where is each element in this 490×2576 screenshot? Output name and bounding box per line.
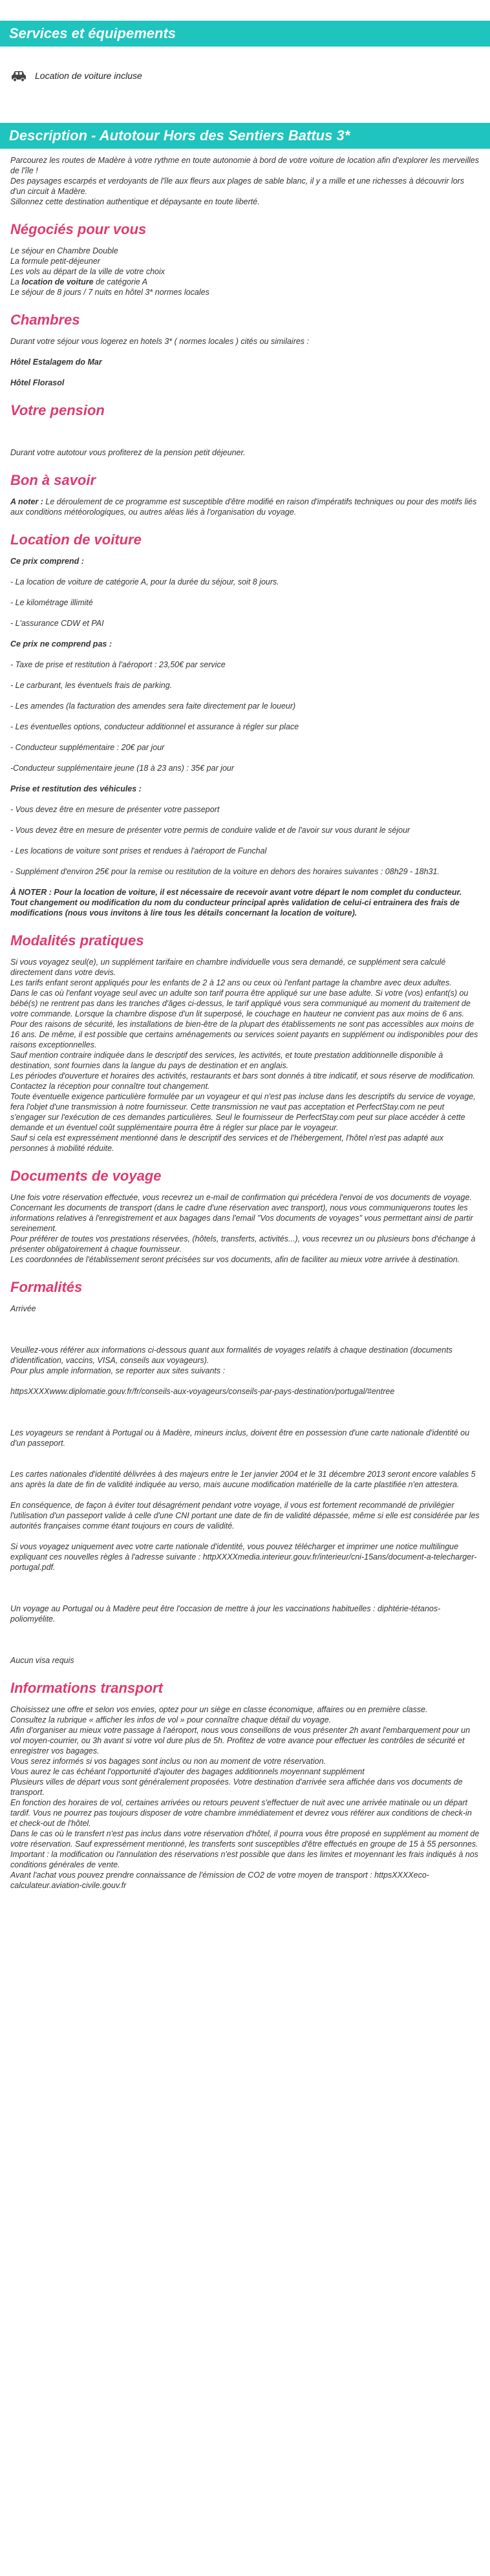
negocies-line: La formule petit-déjeuner [10,257,100,266]
prise-title: Prise et restitution des véhicules : [10,784,142,793]
modalites-line: Les périodes d'ouverture et horaires des activités, restaurants et bars sont donnés à titre indicatif, et sous réserve de modification. Contactez la réception pour connaître tout changement. [10,1071,475,1091]
location-title: Location de voiture [10,531,142,548]
chambres-intro: Durant votre séjour vous logerez en hotels 3* ( normes locales ) cités ou similaires : [10,337,310,346]
pension-title: Votre pension [10,402,105,418]
intro-line: Parcourez les routes de Madère à votre rythme en toute autonomie à bord de votre voiture de location afin d'explorer les merveilles de l'île ! [10,156,479,175]
pension-text: Durant votre autotour vous profiterez de la pension petit déjeuner. [10,448,246,457]
documents-line: Pour préférer de toutes vos prestations réservées, (hôtels, transferts, activités...), vous recevrez un ou plusieurs bons d'échange à présenter obligatoirement à chaque fournisseur. [10,1234,476,1254]
documents-line: Concernant les documents de transport (dans le cadre d'une réservation avec transport), nous vous communiquerons toutes les informations relatives à l'enregistrement et aux bagages dans l'email "Vos documents de voyages" vous permettant ainsi de partir sereinement. [10,1203,473,1233]
description-content [0,149,490,1891]
service-label: Location de voiture incluse [35,70,142,81]
ne-comprend-item: -Conducteur supplémentaire jeune (18 à 23 ans) : 35€ par jour [10,764,235,773]
negocies-line: Les vols au départ de la ville de votre choix [10,267,165,276]
ne-comprend-item: - Les éventuelles options, conducteur additionnel et assurance à régler sur place [10,722,299,731]
formalites-url: httpsXXXXwww.diplomatie.gouv.fr/fr/conseils-aux-voyageurs/conseils-par-pays-destination/portugal/#entree [10,1387,395,1396]
modalites-line: Si vous voyagez seul(e), un supplément tarifaire en chambre individuelle vous sera demandé, ce supplément sera calculé directement dans votre devis. [10,958,446,977]
formalites-intro: Veuillez-vous référer aux informations ci-dessous quant aux formalités de voyages relatifs à chaque destination (documents d'identification, vaccins, VISA, conseils aux voyageurs). [10,1346,453,1365]
ne-comprend-title: Ce prix ne comprend pas : [10,639,112,649]
bonasavoir-label: A noter : [10,497,43,506]
formalites-paragraph: Les voyageurs se rendant à Portugal ou à Madère, mineurs inclus, doivent être en possession d'une carte nationale d'identité ou d'un passeport. [10,1428,470,1448]
modalites-line: Pour des raisons de sécurité, les installations de bien-être de la plupart des établissements ne sont pas accessibles aux moins de 16 ans. De même, il est possible que certains aménagements ou services soient payants en supplément ou indisponibles pour des raisons exceptionnelles. [10,1020,478,1049]
formalites-title: Formalités [10,1279,83,1295]
formalites-paragraph: Les cartes nationales d'identité délivrées à des majeurs entre le 1er janvier 2004 et le 31 décembre 2013 seront encore valables 5 ans après la date de fin de validité indiquée au verso, mais aucune modification matérielle de la carte plastifiée n'en attestera. [10,1470,476,1489]
formalites-paragraph: Si vous voyagez uniquement avec votre carte nationale d'identité, vous pouvez télécharger et imprimer une notice multilingue expliquant ces nouvelles règles à l'adresse suivante : httpXXXXmedia.interieur.gouv.fr/interieur/cni-15ans/document-a-telecharger-portugal.pdf. [10,1542,477,1572]
comprend-item: - La location de voiture de catégorie A, pour la durée du séjour, soit 8 jours. [10,577,279,586]
modalites-line: Dans le cas où l'enfant voyage seul avec un adulte son tarif pourra être appliqué sur une base adulte. Si votre (vos) enfant(s) ou bébé(s) ne rentrent pas dans les tranches d'âges ci-dessus, le tarif appliqué vous sera communiqué au moment du traitement de votre commande. Lorsque la chambre dispose d'un lit superposé, le couchage en hauteur ne convient pas aux moins de 6 ans. [10,989,471,1018]
modalites-line: Sauf mention contraire indiquée dans le descriptif des services, les activités, et toute prestation additionnelle disponible à destination, sont fournies dans la langue du pays de destination et en anglais. [10,1051,443,1070]
prise-item: - Les locations de voiture sont prises et rendues à l'aéroport de Funchal [10,846,267,855]
service-item [0,47,490,91]
formalites-arrivee: Arrivée [10,1304,36,1313]
transport-line: Dans le cas où le transfert n'est pas inclus dans votre réservation d'hôtel, il pourra vous être proposé en supplément au moment de votre réservation. Sauf expressément mentionné, les transferts sont susceptibles d'être effectués en groupe de 15 à 55 personnes. [10,1829,480,1849]
transport-title: Informations transport [10,1680,163,1696]
prise-item: - Supplément d'environ 25€ pour la remise ou restitution de la voiture en dehors des horaires suivantes : 08h29 - 18h31. [10,867,440,876]
transport-line: Vous serez informés si vos bagages sont inclus ou non au moment de votre réservation. [10,1757,326,1766]
negocies-bold: location de voiture [21,277,94,286]
chambres-title: Chambres [10,312,80,328]
formalites-paragraph: Un voyage au Portugal ou à Madère peut être l'occasion de mettre à jour les vaccinations habituelles : diphtérie-tétanos-poliomyélite. [10,1604,441,1624]
transport-line: Important : la modification ou l'annulation des réservations n'est possible que dans les limites et moyennant les frais indiqués à nos conditions générales de vente. [10,1850,478,1869]
bonasavoir-text [10,497,480,517]
intro-line: Des paysages escarpés et verdoyants de l'île aux fleurs aux plages de sable blanc, il y a mille et une richesses à découvrir lors d'un circuit à Madère. [10,177,465,196]
transport-line: Afin d'organiser au mieux votre passage à l'aéroport, nous vous conseillons de vous présenter 2h avant l'embarquement pour un vol moyen-courrier, ou 3h avant si votre vol dure plus de 5h. Profitez de votre avance pour effectuer les contrôles de sécurité et enregistrer vos bagages. [10,1726,471,1755]
hotel-name: Hôtel Estalagem do Mar [10,358,102,367]
location-note: À NOTER : Pour la location de voiture, il est nécessaire de recevoir avant votre départ le nom complet du conducteur. Tout changement ou modification du nom du conducteur principal après validation de celui-ci entrainera des frais de modifications (nous vous invitons à lire tous les détails concernant la location de voiture). [10,888,462,918]
negocies-title: Négociés pour vous [10,221,147,237]
hotel-name: Hôtel Florasol [10,378,65,387]
comprend-item: - L'assurance CDW et PAI [10,619,104,628]
description-title: Description - Autotour Hors des Sentiers Battus 3* [0,123,490,149]
negocies-suffix: de catégorie A [93,277,148,286]
negocies-prefix: La [10,277,22,286]
transport-line: Consultez la rubrique « afficher les infos de vol » pour connaître chaque détail du voyage. [10,1715,332,1724]
formalites-paragraph: Aucun visa requis [10,1656,74,1665]
transport-line: En fonction des horaires de vol, certaines arrivées ou retours peuvent s'effectuer de nuit avec une arrivée matinale ou un départ tardif. Vous ne pourrez pas toujours disposer de votre chambre immédiatement et devrez vous référer aux conditions de check-in et check-out de l'hôtel. [10,1798,472,1828]
negocies-line: Le séjour de 8 jours / 7 nuits en hôtel 3* normes locales [10,288,209,297]
car-icon [10,69,27,82]
modalites-line: Toute éventuelle exigence particulière formulée par un voyageur et qui n'est pas incluse dans les descriptifs du service de voyage, fera l'objet d'une transmission à notre fournisseur. Cette transmission ne vaut pas acceptation et PerfectStay.com ne peut s'engager sur l'exécution de ces demandes particulières. Seul le fournisseur de PerfectStay.com peut sur place accéder à cette demande et un éventuel coût supplémentaire pourra être à régler sur place par le voyageur. [10,1092,476,1132]
negocies-line: Le séjour en Chambre Double [10,246,118,255]
ne-comprend-item: - Conducteur supplémentaire : 20€ par jour [10,743,165,752]
transport-line: Avant l'achat vous pouvez prendre connaissance de l'émission de CO2 de votre moyen de transport : httpsXXXXeco-calculateur.aviation-civile.gouv.fr [10,1871,429,1890]
comprend-item: - Le kilométrage illimité [10,598,93,607]
services-title: Services et équipements [0,21,490,47]
modalites-title: Modalités pratiques [10,932,144,949]
negocies-line [10,277,480,287]
formalites-intro: Pour plus ample information, se reporter aux sites suivants : [10,1366,226,1375]
documents-line: Les coordonnées de l'établissement seront précisées sur vos documents, afin de faciliter au mieux votre arrivée à destination. [10,1255,460,1264]
ne-comprend-item: - Le carburant, les éventuels frais de parking. [10,681,173,690]
bonasavoir-body: Le déroulement de ce programme est susceptible d'être modifié en raison d'impératifs techniques ou pour des motifs liés aux conditions météorologiques, ou autres aléas liés à l'organisation du voyage. [10,497,477,517]
ne-comprend-item: - Taxe de prise et restitution à l'aéroport : 23,50€ par service [10,660,226,669]
intro-line: Sillonnez cette destination authentique et dépaysante en toute liberté. [10,197,260,206]
transport-line: Plusieurs villes de départ vous sont généralement proposées. Votre destination d'arrivée sera affichée dans vos documents de transport. [10,1777,463,1797]
prise-item: - Vous devez être en mesure de présenter votre passeport [10,805,220,814]
documents-title: Documents de voyage [10,1168,162,1184]
ne-comprend-item: - Les amendes (la facturation des amendes sera faite directement par le loueur) [10,702,296,711]
transport-line: Vous aurez le cas échéant l'opportunité d'ajouter des bagages additionnels moyennant supplément [10,1767,365,1776]
bonasavoir-title: Bon à savoir [10,472,96,488]
comprend-title: Ce prix comprend : [10,557,84,566]
prise-item: - Vous devez être en mesure de présenter votre permis de conduire valide et de l'avoir sur vous durant le séjour [10,826,410,835]
modalites-line: Sauf si cela est expressément mentionné dans le descriptif des services et de l'hébergement, l'hôtel n'est pas adapté aux personnes à mobilité réduite. [10,1133,444,1153]
modalites-line: Les tarifs enfant seront appliqués pour les enfants de 2 à 12 ans ou ceux où l'enfant partage la chambre avec deux adultes. [10,978,452,987]
formalites-paragraph: En conséquence, de façon à éviter tout désagrément pendant votre voyage, il vous est fortement recommandé de privilégier l'utilisation d'un passeport valide à celle d'une CNI portant une date de fin de validité dépassée, même si elle est considérée par les autorités françaises comme étant toujours en cours de validité. [10,1501,480,1530]
transport-line: Choisissez une offre et selon vos envies, optez pour un siège en classe économique, affaires ou en première classe. [10,1705,428,1714]
documents-line: Une fois votre réservation effectuée, vous recevrez un e-mail de confirmation qui précédera l'envoi de vos documents de voyage. [10,1193,472,1202]
